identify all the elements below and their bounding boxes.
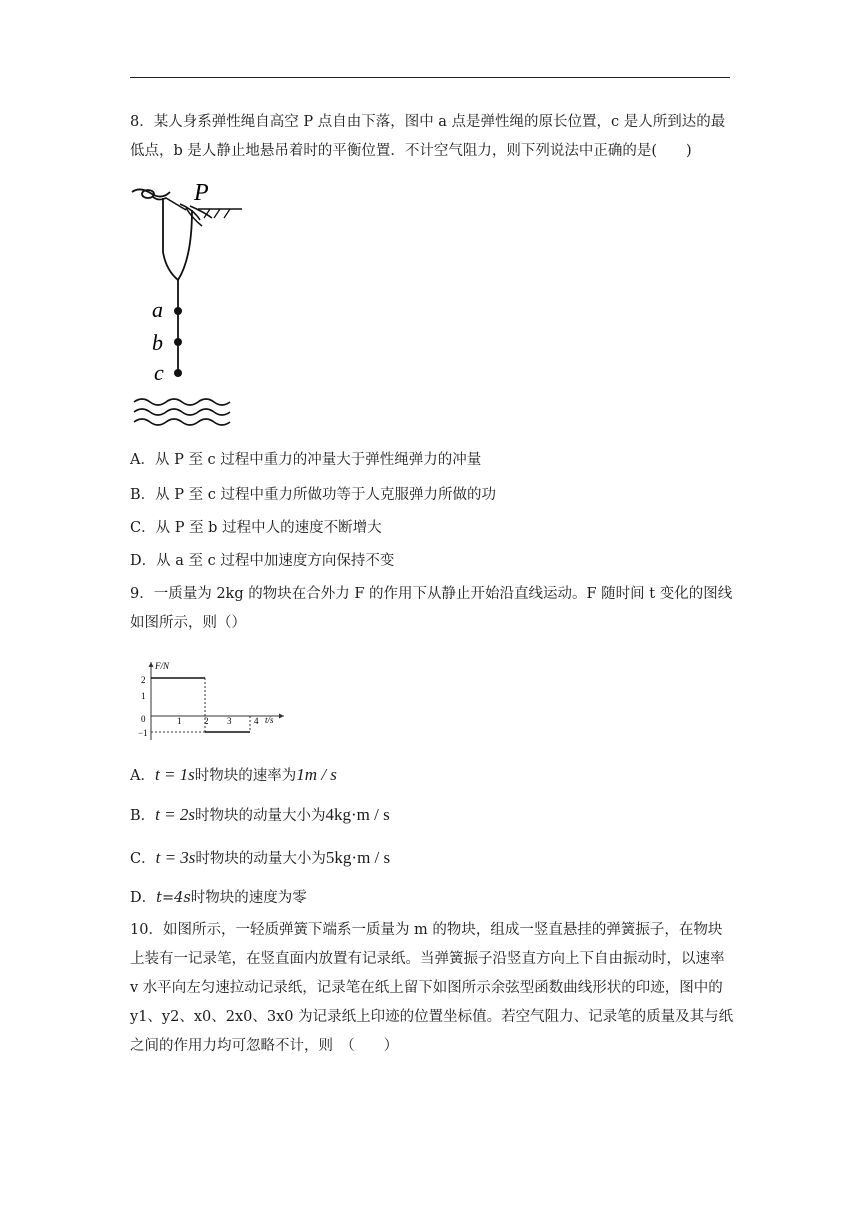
y-tick-1: 1 (141, 691, 146, 701)
x-tick-4: 4 (254, 716, 259, 726)
y-tick-0: 0 (141, 714, 146, 724)
x-tick-1: 1 (177, 716, 182, 726)
question-8-stem: 8．某人身系弹性绳自高空 P 点自由下落，图中 a 点是弹性绳的原长位置，c 是人所到达的最低点，b 是人静止地悬吊着时的平衡位置．不计空气阻力，则下列说法中正确的是( ) (130, 114, 726, 159)
x-axis-label: t/s (265, 715, 274, 725)
y-tick-neg1: −1 (138, 728, 148, 738)
q9-option-b: B．t = 2s时物块的动量大小为4kg·m / s (130, 805, 390, 824)
q8-option-d: D．从 a 至 c 过程中加速度方向保持不变 (130, 553, 395, 569)
bungee-jump-figure (130, 180, 245, 432)
q9-option-d: D．t=4s时物块的速度为零 (130, 890, 307, 906)
y-tick-2: 2 (141, 675, 146, 685)
label-a: a (152, 297, 163, 322)
label-P: P (194, 180, 209, 206)
q9-option-a: A．t = 1s时物块的速率为1m / s (130, 765, 337, 784)
question-9-stem: 9．一质量为 2kg 的物块在合外力 F 的作用下从静止开始沿直线运动。F 随时间 t 变化的图线如图所示，则（） (130, 586, 733, 631)
force-time-graph (138, 660, 288, 742)
y-axis-label: F/N (155, 661, 170, 671)
question-10-stem: 10．如图所示，一轻质弹簧下端系一质量为 m 的物块，组成一竖直悬挂的弹簧振子，在物块上装有一记录笔，在竖直面内放置有记录纸。当弹簧振子沿竖直方向上下自由振动时，以速率 v 水平向左匀速拉动记录纸，记录笔在纸上留下如图所示余弦型函数曲线形状的印迹，图中的 y1、y2、x0、2x0、3x0 为记录纸上印迹的位置坐标值。若空气阻力、记录笔的质量及其与纸之间的作用力均可忽略不计，则 （ ） (130, 922, 734, 1054)
q9-option-c: C．t = 3s时物块的动量大小为5kg·m / s (130, 848, 391, 867)
header-rule (130, 77, 730, 78)
x-tick-3: 3 (227, 716, 232, 726)
label-b: b (152, 330, 163, 355)
label-c: c (154, 360, 164, 385)
x-tick-2: 2 (204, 716, 209, 726)
q8-option-a: A．从 P 至 c 过程中重力的冲量大于弹性绳弹力的冲量 (130, 452, 482, 468)
q8-option-c: C．从 P 至 b 过程中人的速度不断增大 (130, 520, 382, 536)
q8-option-b: B．从 P 至 c 过程中重力所做功等于人克服弹力所做的功 (130, 487, 496, 503)
